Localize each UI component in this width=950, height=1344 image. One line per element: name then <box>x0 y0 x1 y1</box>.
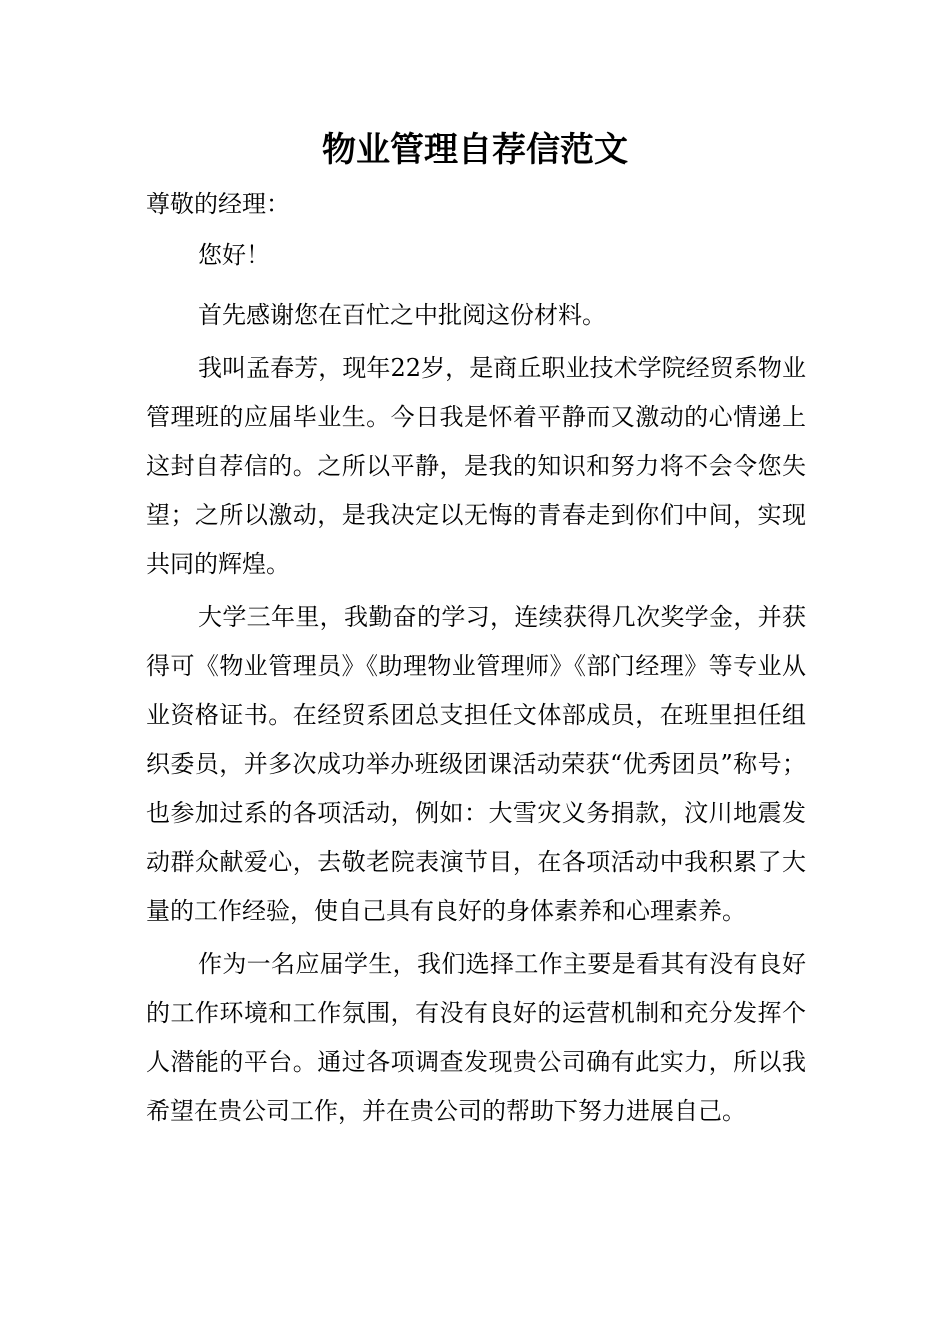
letter-body <box>146 180 806 1136</box>
greeting: 您好！ <box>198 241 270 269</box>
salutation: 尊敬的经理： <box>146 190 290 218</box>
paragraph-university-experience: 大学三年里，我勤奋的学习，连续获得几次奖学金，并获得可《物业管理员》《助理物业管理师》《部门经理》等专业从业资格证书。在经贸系团总支担任文体部成员，在班里担任组织委员，并多次成功举办班级团课活动荣获“优秀团员”称号；也参加过系的各项活动，例如：大雪灾义务捐款，汶川地震发动群众献爱心，去敬老院表演节目，在各项活动中我积累了大量的工作经验，使自己具有良好的身体素养和心理素养。 <box>146 603 806 925</box>
paragraph-job-choice: 作为一名应届学生，我们选择工作主要是看其有没有良好的工作环境和工作氛围，有没有良好的运营机制和充分发挥个人潜能的平台。通过各项调查发现贵公司确有此实力，所以我希望在贵公司工作，并在贵公司的帮助下努力进展自己。 <box>146 950 806 1125</box>
paragraph-introduction: 我叫孟春芳，现年22岁，是商丘职业技术学院经贸系物业管理班的应届毕业生。今日我是怀着平静而又激动的心情递上这封自荐信的。之所以平静，是我的知识和努力将不会令您失望；之所以激动，是我决定以无悔的青春走到你们中间，实现共同的辉煌。 <box>146 354 806 578</box>
document-title: 物业管理自荐信范文 <box>322 130 628 170</box>
paragraph-thanks: 首先感谢您在百忙之中批阅这份材料。 <box>198 301 606 329</box>
